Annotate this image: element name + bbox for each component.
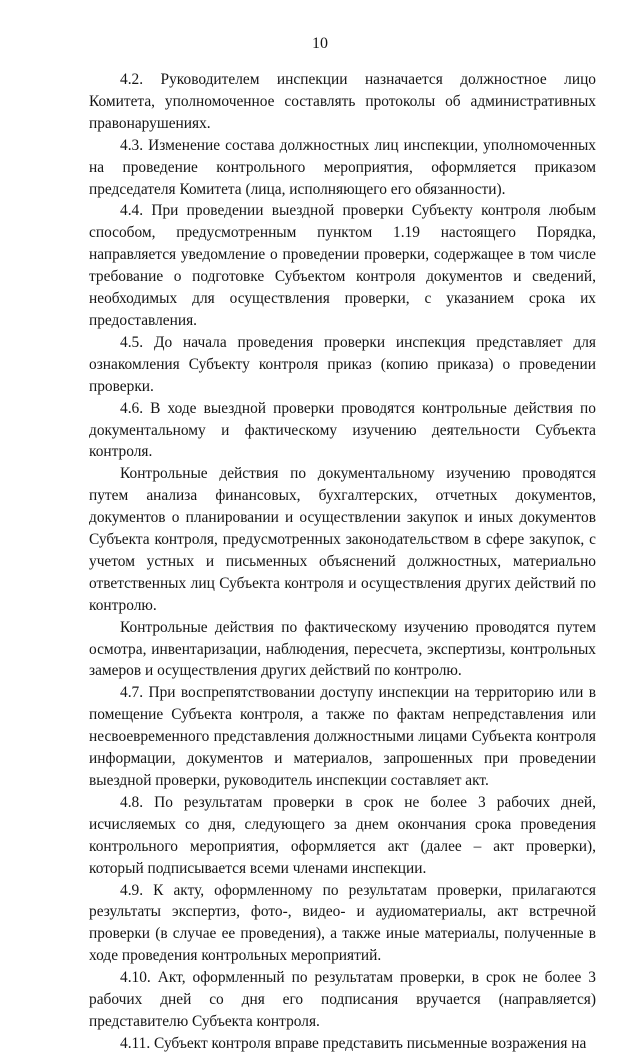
paragraph-4-11: 4.11. Субъект контроля вправе представить письменные возражения на	[120, 1034, 587, 1052]
page-number: 10	[312, 35, 328, 52]
paragraph-documentary-study: Контрольные действия по документальному изучению проводятся путем анализа финансовых, бухгалтерских, отчетных документов, документов о планировании и осуществлении закупок и иных документов Субъекта контроля, предусмотренных законодательством в сфере закупок, с учетом устных и письменных объяснений должностных, материально ответственных лиц Субъекта контроля и осуществления других действий по контролю.	[89, 465, 596, 614]
document-body	[89, 69, 596, 1055]
paragraph-4-2: 4.2. Руководителем инспекции назначается должностное лицо Комитета, уполномоченное составлять протоколы об административных правонарушениях.	[89, 71, 596, 132]
paragraph-4-7: 4.7. При воспрепятствовании доступу инспекции на территорию или в помещение Субъекта контроля, а также по фактам непредставления или несвоевременного представления должностными лицами Субъекта контроля информации, документов и материалов, запрошенных при проведении выездной проверки, руководитель инспекции составляет акт.	[89, 684, 596, 789]
paragraph-4-5: 4.5. До начала проведения проверки инспекция представляет для ознакомления Субъекту контроля приказ (копию приказа) о проведении проверки.	[89, 333, 596, 395]
paragraph-factual-study: Контрольные действия по фактическому изучению проводятся путем осмотра, инвентаризации, наблюдения, пересчета, экспертизы, контрольных замеров и осуществления других действий по контролю.	[89, 618, 596, 680]
paragraph-4-8: 4.8. По результатам проверки в срок не более 3 рабочих дней, исчисляемых со дня, следующего за днем окончания срока проведения контрольного мероприятия, оформляется акт (далее – акт проверки), который подписывается всеми членами инспекции.	[89, 793, 596, 877]
paragraph-4-3: 4.3. Изменение состава должностных лиц инспекции, уполномоченных на проведение контрольного мероприятия, оформляется приказом председателя Комитета (лица, исполняющего его обязанности).	[89, 136, 596, 198]
paragraph-4-9: 4.9. К акту, оформленному по результатам проверки, прилагаются результаты экспертиз, фото-, видео- и аудиоматериалы, акт встречной проверки (в случае ее проведения), а также иные материалы, полученные в ходе проведения контрольных мероприятий.	[89, 881, 596, 965]
paragraph-4-10: 4.10. Акт, оформленный по результатам проверки, в срок не более 3 рабочих дней со дня его подписания вручается (направляется) представителю Субъекта контроля.	[89, 969, 596, 1030]
paragraph-4-6: 4.6. В ходе выездной проверки проводятся контрольные действия по документальному и фактическому изучению деятельности Субъекта контроля.	[89, 399, 596, 461]
paragraph-4-4: 4.4. При проведении выездной проверки Субъекту контроля любым способом, предусмотренным пунктом 1.19 настоящего Порядка, направляется уведомление о проведении проверки, содержащее в том числе требование о подготовке Субъектом контроля документов и сведений, необходимых для осуществления проверки, с указанием срока их предоставления.	[89, 202, 596, 329]
